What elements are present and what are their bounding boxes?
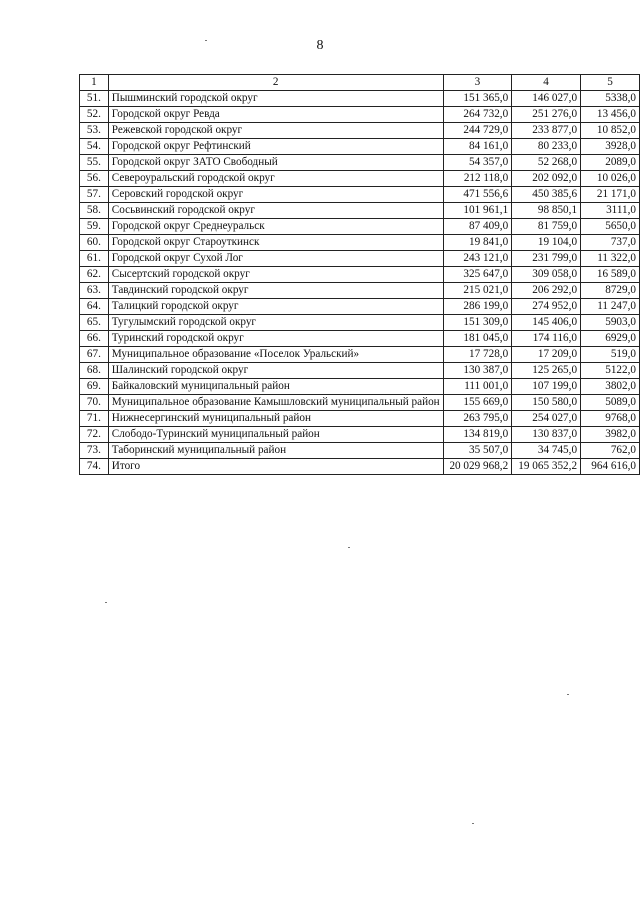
municipality-name-cell: Туринский городской округ [108,331,443,347]
value-col-4-cell: 233 877,0 [512,123,581,139]
row-number-cell: 54. [80,139,109,155]
value-col-3-cell: 244 729,0 [443,123,512,139]
value-col-3-cell: 84 161,0 [443,139,512,155]
row-number-cell: 63. [80,283,109,299]
value-col-5-cell: 5903,0 [581,315,640,331]
value-col-4-cell: 81 759,0 [512,219,581,235]
table-row [80,331,640,347]
municipality-name-cell: Тавдинский городской округ [108,283,443,299]
table-row [80,219,640,235]
value-col-3-cell: 325 647,0 [443,267,512,283]
value-col-4-cell: 145 406,0 [512,315,581,331]
header-col-5: 5 [581,75,640,91]
row-number-cell: 51. [80,91,109,107]
scan-speck [472,823,474,824]
value-col-3-cell: 54 357,0 [443,155,512,171]
table-row [80,299,640,315]
scan-speck [105,602,107,603]
municipality-name-cell: Пышминский городской округ [108,91,443,107]
value-col-5-cell: 5650,0 [581,219,640,235]
value-col-4-cell: 80 233,0 [512,139,581,155]
scan-speck [348,547,350,548]
value-col-3-cell: 19 841,0 [443,235,512,251]
municipality-name-cell: Муниципальное образование Камышловский муниципальный район [108,395,443,411]
municipality-name-cell: Нижнесергинский муниципальный район [108,411,443,427]
value-col-3-cell: 264 732,0 [443,107,512,123]
header-col-2: 2 [108,75,443,91]
row-number-cell: 68. [80,363,109,379]
municipality-name-cell: Талицкий городской округ [108,299,443,315]
value-col-3-cell: 243 121,0 [443,251,512,267]
value-col-3-cell: 20 029 968,2 [443,459,512,475]
table-row [80,411,640,427]
table-row [80,315,640,331]
row-number-cell: 55. [80,155,109,171]
row-number-cell: 64. [80,299,109,315]
value-col-5-cell: 519,0 [581,347,640,363]
municipality-name-cell: Итого [108,459,443,475]
value-col-5-cell: 16 589,0 [581,267,640,283]
value-col-5-cell: 11 247,0 [581,299,640,315]
value-col-5-cell: 964 616,0 [581,459,640,475]
municipality-name-cell: Североуральский городской округ [108,171,443,187]
value-col-5-cell: 762,0 [581,443,640,459]
table-row [80,283,640,299]
municipality-name-cell: Городской округ Среднеуральск [108,219,443,235]
value-col-5-cell: 21 171,0 [581,187,640,203]
row-number-cell: 69. [80,379,109,395]
row-number-cell: 62. [80,267,109,283]
scan-speck [567,694,569,695]
value-col-5-cell: 8729,0 [581,283,640,299]
value-col-4-cell: 231 799,0 [512,251,581,267]
row-number-cell: 65. [80,315,109,331]
header-col-3: 3 [443,75,512,91]
table-row [80,155,640,171]
value-col-4-cell: 450 385,6 [512,187,581,203]
value-col-4-cell: 150 580,0 [512,395,581,411]
municipality-name-cell: Городской округ ЗАТО Свободный [108,155,443,171]
value-col-3-cell: 151 309,0 [443,315,512,331]
table-row [80,251,640,267]
value-col-5-cell: 9768,0 [581,411,640,427]
value-col-3-cell: 155 669,0 [443,395,512,411]
value-col-3-cell: 181 045,0 [443,331,512,347]
value-col-3-cell: 212 118,0 [443,171,512,187]
value-col-4-cell: 309 058,0 [512,267,581,283]
header-col-1: 1 [80,75,109,91]
value-col-5-cell: 3982,0 [581,427,640,443]
municipality-name-cell: Шалинский городской округ [108,363,443,379]
value-col-4-cell: 34 745,0 [512,443,581,459]
table-header [80,75,640,91]
row-number-cell: 70. [80,395,109,411]
value-col-5-cell: 11 322,0 [581,251,640,267]
value-col-4-cell: 202 092,0 [512,171,581,187]
value-col-4-cell: 52 268,0 [512,155,581,171]
value-col-3-cell: 101 961,1 [443,203,512,219]
municipality-name-cell: Тугулымский городской округ [108,315,443,331]
table-row [80,107,640,123]
value-col-4-cell: 19 104,0 [512,235,581,251]
value-col-5-cell: 13 456,0 [581,107,640,123]
value-col-4-cell: 251 276,0 [512,107,581,123]
municipality-name-cell: Слободо-Туринский муниципальный район [108,427,443,443]
value-col-3-cell: 471 556,6 [443,187,512,203]
value-col-4-cell: 146 027,0 [512,91,581,107]
value-col-3-cell: 17 728,0 [443,347,512,363]
table-body [80,91,640,475]
municipality-name-cell: Городской округ Сухой Лог [108,251,443,267]
budget-table [79,74,640,475]
value-col-3-cell: 151 365,0 [443,91,512,107]
row-number-cell: 57. [80,187,109,203]
municipality-name-cell: Таборинский муниципальный район [108,443,443,459]
row-number-cell: 59. [80,219,109,235]
value-col-5-cell: 5089,0 [581,395,640,411]
table-row [80,139,640,155]
value-col-3-cell: 87 409,0 [443,219,512,235]
table-row [80,443,640,459]
scan-speck [205,40,207,41]
row-number-cell: 61. [80,251,109,267]
table-row [80,171,640,187]
value-col-4-cell: 174 116,0 [512,331,581,347]
page-number: 8 [316,38,324,53]
value-col-5-cell: 737,0 [581,235,640,251]
value-col-5-cell: 2089,0 [581,155,640,171]
municipality-name-cell: Муниципальное образование «Поселок Уральский» [108,347,443,363]
value-col-5-cell: 6929,0 [581,331,640,347]
value-col-3-cell: 35 507,0 [443,443,512,459]
value-col-4-cell: 130 837,0 [512,427,581,443]
value-col-3-cell: 263 795,0 [443,411,512,427]
value-col-4-cell: 274 952,0 [512,299,581,315]
value-col-4-cell: 19 065 352,2 [512,459,581,475]
value-col-5-cell: 3111,0 [581,203,640,219]
value-col-4-cell: 206 292,0 [512,283,581,299]
value-col-5-cell: 10 852,0 [581,123,640,139]
municipality-name-cell: Серовский городской округ [108,187,443,203]
value-col-4-cell: 98 850,1 [512,203,581,219]
row-number-cell: 74. [80,459,109,475]
header-row [80,75,640,91]
municipality-name-cell: Режевской городской округ [108,123,443,139]
table-row [80,235,640,251]
row-number-cell: 53. [80,123,109,139]
value-col-5-cell: 5338,0 [581,91,640,107]
table-row [80,395,640,411]
value-col-3-cell: 215 021,0 [443,283,512,299]
row-number-cell: 66. [80,331,109,347]
table-row [80,379,640,395]
municipality-name-cell: Городской округ Рефтинский [108,139,443,155]
row-number-cell: 73. [80,443,109,459]
value-col-4-cell: 254 027,0 [512,411,581,427]
row-number-cell: 52. [80,107,109,123]
row-number-cell: 72. [80,427,109,443]
table-row [80,267,640,283]
value-col-3-cell: 111 001,0 [443,379,512,395]
value-col-5-cell: 3802,0 [581,379,640,395]
value-col-5-cell: 10 026,0 [581,171,640,187]
table-row [80,123,640,139]
row-number-cell: 71. [80,411,109,427]
value-col-3-cell: 286 199,0 [443,299,512,315]
table-row [80,363,640,379]
value-col-4-cell: 107 199,0 [512,379,581,395]
value-col-3-cell: 134 819,0 [443,427,512,443]
value-col-5-cell: 5122,0 [581,363,640,379]
table-row [80,187,640,203]
value-col-3-cell: 130 387,0 [443,363,512,379]
municipality-name-cell: Сосьвинский городской округ [108,203,443,219]
table-row [80,91,640,107]
header-col-4: 4 [512,75,581,91]
municipality-name-cell: Городской округ Ревда [108,107,443,123]
row-number-cell: 58. [80,203,109,219]
municipality-name-cell: Байкаловский муниципальный район [108,379,443,395]
table-row [80,459,640,475]
value-col-4-cell: 125 265,0 [512,363,581,379]
table-row [80,203,640,219]
value-col-4-cell: 17 209,0 [512,347,581,363]
municipality-name-cell: Городской округ Староуткинск [108,235,443,251]
table-row [80,347,640,363]
row-number-cell: 56. [80,171,109,187]
municipality-name-cell: Сысертский городской округ [108,267,443,283]
row-number-cell: 67. [80,347,109,363]
row-number-cell: 60. [80,235,109,251]
table-row [80,427,640,443]
value-col-5-cell: 3928,0 [581,139,640,155]
